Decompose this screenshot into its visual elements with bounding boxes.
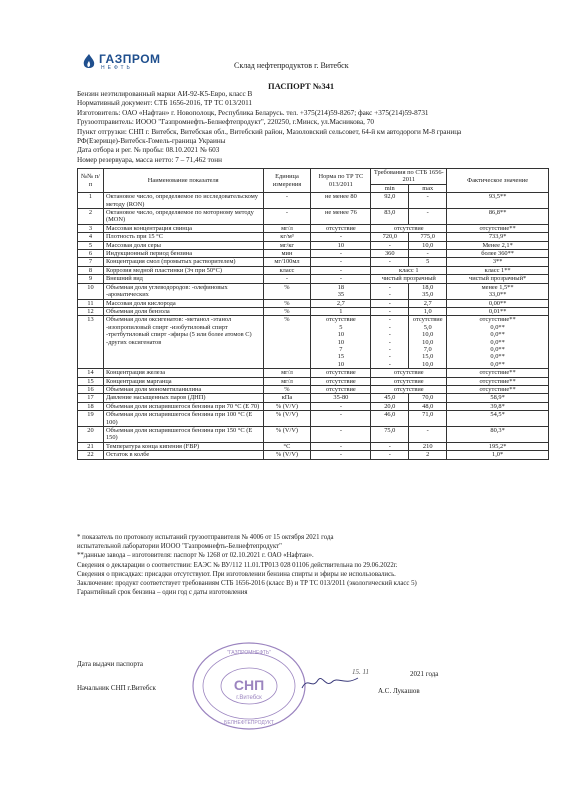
row-norm-cell: 1 (311, 307, 371, 315)
row-min-cell: 92,0 (371, 193, 409, 209)
row-num-cell: 1 (78, 193, 104, 209)
row-unit-cell: % (263, 307, 311, 315)
table-row (78, 275, 549, 283)
sample-date-line: Дата отбора и рег. № пробы: 08.10.2021 № 603 (77, 146, 220, 155)
row-name-cell: Массовая концентрация свинца (103, 224, 263, 232)
row-name-cell: Объемная доля углеводородов: -олефиновых -ароматических (103, 283, 263, 299)
row-actual-cell: 0,00** (447, 299, 549, 307)
row-actual-cell: 93,5** (447, 193, 549, 209)
col-num-header: №№ п/п (78, 169, 104, 193)
row-name-cell: Температура конца кипения (FBP) (103, 442, 263, 450)
row-min-cell: - (371, 299, 409, 307)
row-min-cell: - (371, 307, 409, 315)
row-min-cell: отсутствие (371, 369, 447, 377)
row-norm-cell: 10 (311, 241, 371, 249)
row-actual-cell: отсутствие** (447, 224, 549, 232)
row-max-cell: 48,0 (409, 402, 447, 410)
row-norm-cell: - (311, 402, 371, 410)
row-norm-cell: - (311, 250, 371, 258)
row-name-cell: Плотность при 15 °С (103, 233, 263, 241)
note-manufacturer: **данные завода – изготовителя: паспорт № 1268 от 02.10.2021 г. ОАО «Нафтан». (77, 552, 314, 560)
row-unit-cell: % (V/V) (263, 402, 311, 410)
row-norm-cell: - (311, 451, 371, 459)
row-name-cell: Объемная доля бензола (103, 307, 263, 315)
row-actual-cell: более 360** (447, 250, 549, 258)
table-row (78, 233, 549, 241)
row-max-cell: 775,0 (409, 233, 447, 241)
row-max-cell: 70,0 (409, 394, 447, 402)
row-min-cell: 360 (371, 250, 409, 258)
table-row (78, 427, 549, 443)
passport-title: ПАСПОРТ №341 (268, 81, 335, 91)
row-norm-cell: не менее 80 (311, 193, 371, 209)
row-unit-cell: мг/л (263, 224, 311, 232)
row-max-cell: 210 (409, 442, 447, 450)
table-row (78, 369, 549, 377)
row-norm-cell: - (311, 442, 371, 450)
col-actual-header: Фактическое значение (447, 169, 549, 193)
chief-label: Начальник СНП г.Витебск (77, 684, 156, 692)
table-row (78, 299, 549, 307)
row-unit-cell: мг/л (263, 369, 311, 377)
row-num-cell: 3 (78, 224, 104, 232)
row-max-cell: 71,0 (409, 411, 447, 427)
row-norm-cell: - (311, 258, 371, 266)
row-num-cell: 5 (78, 241, 104, 249)
row-min-cell: - (371, 258, 409, 266)
company-logo (79, 50, 219, 72)
flame-icon (79, 52, 99, 72)
row-norm-cell: 18 35 (311, 283, 371, 299)
row-norm-cell: не менее 76 (311, 209, 371, 225)
row-actual-cell: Менее 2,1* (447, 241, 549, 249)
row-num-cell: 8 (78, 266, 104, 274)
note-protocol: * показатель по протоколу испытаний грузоотправителя № 4006 от 15 октября 2021 года (77, 534, 334, 541)
row-min-cell: 83,0 (371, 209, 409, 225)
row-name-cell: Объемная доля испарившегося бензина при 70 °С (Е 70) (103, 402, 263, 410)
row-name-cell: Концентрация марганца (103, 377, 263, 385)
row-min-cell: чистый прозрачный (371, 275, 447, 283)
row-num-cell: 9 (78, 275, 104, 283)
logo-text: ГАЗПРОМ (99, 52, 161, 66)
row-name-cell: Объемная доля оксигенатов: -метанол -этанол -изопропиловый спирт -изобутиловый спирт -третбутиловый спирт -эфиры (5 или более атомов С) -других оксигенатов (103, 316, 263, 369)
row-num-cell: 19 (78, 411, 104, 427)
row-unit-cell: - (263, 193, 311, 209)
row-max-cell: 2,7 (409, 299, 447, 307)
row-unit-cell: - (263, 275, 311, 283)
row-min-cell: - (371, 241, 409, 249)
row-unit-cell: кПа (263, 394, 311, 402)
table-row (78, 266, 549, 274)
row-unit-cell: % (263, 283, 311, 299)
table-row (78, 316, 549, 369)
row-min-cell: 46,0 (371, 411, 409, 427)
table-row (78, 402, 549, 410)
warehouse-name: Склад нефтепродуктов г. Витебск (234, 61, 349, 70)
row-num-cell: 13 (78, 316, 104, 369)
manufacturer-line: Изготовитель: ОАО «Нафтан» г. Новополоцк, Республика Беларусь. тел. +375(214)59-8267; факс +375(214)59-8731 (77, 108, 429, 117)
table-row (78, 258, 549, 266)
row-num-cell: 10 (78, 283, 104, 299)
row-name-cell: Индукционный период бензина (103, 250, 263, 258)
col-name-header: Наименование показателя (103, 169, 263, 193)
table-row (78, 250, 549, 258)
product-line: Бензин неэтилированный марки АИ-92-К5-Евро, класс В (77, 90, 253, 98)
row-actual-cell: 0,01** (447, 307, 549, 315)
row-min-cell: 75,0 (371, 427, 409, 443)
table-row (78, 224, 549, 232)
row-unit-cell: % (V/V) (263, 451, 311, 459)
row-num-cell: 4 (78, 233, 104, 241)
col-stb-header: Требования по СТБ 1656-2011 (371, 169, 447, 185)
table-row (78, 377, 549, 385)
row-actual-cell: 86,8** (447, 209, 549, 225)
row-num-cell: 12 (78, 307, 104, 315)
note-protocol-lab: испытательной лаборатории ИООО "Газпромнефть-Белнефтепродукт" (77, 543, 282, 551)
row-norm-cell: отсутствие (311, 385, 371, 393)
row-min-cell: - - (371, 283, 409, 299)
row-name-cell: Объемная доля испарившегося бензина при 100 °С (Е 100) (103, 411, 263, 427)
row-unit-cell: % (V/V) (263, 411, 311, 427)
table-row (78, 385, 549, 393)
row-name-cell: Внешний вид (103, 275, 263, 283)
row-min-cell: класс 1 (371, 266, 447, 274)
signer-name: А.С. Лукашов (378, 687, 420, 695)
row-actual-cell: менее 1,5** 33,0** (447, 283, 549, 299)
row-num-cell: 17 (78, 394, 104, 402)
row-unit-cell: мг/100мл (263, 258, 311, 266)
row-max-cell: отсутствие 5,0 10,0 10,0 7,0 15,0 10,0 (409, 316, 447, 369)
logo-subtext: НЕФТЬ (101, 65, 133, 71)
row-norm-cell: отсутствие (311, 369, 371, 377)
row-unit-cell: % (263, 385, 311, 393)
table-row (78, 307, 549, 315)
table-row (78, 394, 549, 402)
row-max-cell: 1,0 (409, 307, 447, 315)
note-declaration: Сведения о декларации о соответствии: ЕАЭС № ВУ/112 11.01.ТР013 028 01106 действительна по 29.06.2022г. (77, 561, 398, 569)
row-name-cell: Коррозия медной пластинки (3ч при 50°С) (103, 266, 263, 274)
row-name-cell: Давление насыщенных паров (ДНП) (103, 394, 263, 402)
row-unit-cell: % (V/V) (263, 427, 311, 443)
row-norm-cell: отсутствие 5 10 10 7 15 10 (311, 316, 371, 369)
row-norm-cell: 2,7 (311, 299, 371, 307)
row-num-cell: 15 (78, 377, 104, 385)
row-unit-cell: кг/м³ (263, 233, 311, 241)
row-name-cell: Массовая доля серы (103, 241, 263, 249)
row-actual-cell: отсутствие** (447, 377, 549, 385)
row-norm-cell: - (311, 411, 371, 427)
row-num-cell: 7 (78, 258, 104, 266)
col-min-header: min (371, 184, 409, 192)
row-max-cell: - (409, 209, 447, 225)
row-actual-cell: отсутствие** (447, 369, 549, 377)
row-norm-cell: отсутствие (311, 224, 371, 232)
row-num-cell: 21 (78, 442, 104, 450)
table-row (78, 209, 549, 225)
row-name-cell: Октановое число, определяемое по исследовательскому методу (RON) (103, 193, 263, 209)
row-max-cell: 2 (409, 451, 447, 459)
row-name-cell: Массовая доля кислорода (103, 299, 263, 307)
tank-mass-line: Номер резервуара, масса нетто: 7 – 71,462 тонн (77, 155, 222, 164)
stamp-city-text: г.Витебск (236, 695, 262, 701)
row-actual-cell: 80,3* (447, 427, 549, 443)
row-min-cell: 20,0 (371, 402, 409, 410)
row-max-cell: 10,0 (409, 241, 447, 249)
stamp-top-text: "ГАЗПРОМНЕФТЬ" (227, 650, 271, 656)
row-min-cell: - - - - - - - (371, 316, 409, 369)
row-unit-cell: % (263, 316, 311, 369)
row-actual-cell: 195,2* (447, 442, 549, 450)
row-name-cell: Концентрация смол (промытых растворителем) (103, 258, 263, 266)
row-num-cell: 18 (78, 402, 104, 410)
note-additives: Сведения о присадках: присадки отсутствуют. При изготовлении бензина спирты и эфиры не использовались. (77, 570, 396, 578)
stamp-center-text: СНП (233, 677, 265, 693)
row-max-cell: 5 (409, 258, 447, 266)
row-actual-cell: 54,5* (447, 411, 549, 427)
row-max-cell: - (409, 250, 447, 258)
row-min-cell: отсутствие (371, 385, 447, 393)
row-num-cell: 20 (78, 427, 104, 443)
row-max-cell: - (409, 193, 447, 209)
shipping-point-line: Пункт отгрузки: СНП г. Витебск, Витебская обл., Витебский район, Мазоловский сельсовет, 64-й км автодороги М-8 граница (77, 127, 462, 136)
issue-year: 2021 года (410, 670, 439, 678)
stamp-bottom-text: БЕЛНЕФТЕПРОДУКТ (224, 720, 274, 726)
shipper-line: Грузоотправитель: ИООО "Газпромнефть-Белнефтепродукт", 220250, г.Минск, ул.Масникова, 70 (77, 118, 374, 127)
table-row (78, 193, 549, 209)
passport-header (77, 90, 547, 165)
row-name-cell: Октановое число, определяемое по моторному методу (MON) (103, 209, 263, 225)
row-num-cell: 6 (78, 250, 104, 258)
col-unit-header: Единица измерения (263, 169, 311, 193)
row-actual-cell: 733,9* (447, 233, 549, 241)
row-name-cell: Объемная доля испарившегося бензина при 150 °С (Е 150) (103, 427, 263, 443)
quality-table (77, 168, 549, 460)
row-actual-cell: класс 1** (447, 266, 549, 274)
row-unit-cell: % (263, 299, 311, 307)
row-name-cell: Остаток в колбе (103, 451, 263, 459)
row-num-cell: 11 (78, 299, 104, 307)
row-actual-cell: отсутствие** (447, 385, 549, 393)
issue-date-label: Дата выдачи паспорта (77, 660, 143, 668)
row-num-cell: 14 (78, 369, 104, 377)
row-norm-cell: - (311, 266, 371, 274)
handwritten-date: 15. 11 (352, 668, 369, 676)
notes-block (77, 533, 557, 597)
row-norm-cell: - (311, 427, 371, 443)
row-norm-cell: 35-80 (311, 394, 371, 402)
row-unit-cell: мг/кг (263, 241, 311, 249)
row-norm-cell: - (311, 275, 371, 283)
table-row (78, 411, 549, 427)
row-unit-cell: мг/л (263, 377, 311, 385)
note-conclusion: Заключение: продукт соответствует требованиям СТБ 1656-2016 (класс В) и ТР ТС 013/2011 (экологический класс 5) (77, 580, 417, 588)
table-row (78, 283, 549, 299)
row-num-cell: 22 (78, 451, 104, 459)
table-row (78, 241, 549, 249)
row-num-cell: 2 (78, 209, 104, 225)
row-min-cell: отсутствие (371, 224, 447, 232)
row-min-cell: - (371, 451, 409, 459)
shipping-point-line-2: РФ(Езерище)-Витебск-Гомель-граница Украины (77, 137, 226, 146)
row-min-cell: - (371, 442, 409, 450)
normative-doc-line: Нормативный документ: СТБ 1656-2016, ТР ТС 013/2011 (77, 99, 253, 108)
row-unit-cell: класс (263, 266, 311, 274)
row-actual-cell: 1,0* (447, 451, 549, 459)
row-min-cell: отсутствие (371, 377, 447, 385)
note-warranty: Гарантийный срок бензина – один год с даты изготовления (77, 589, 248, 597)
row-unit-cell: - (263, 209, 311, 225)
row-unit-cell: °С (263, 442, 311, 450)
row-norm-cell: - (311, 233, 371, 241)
row-actual-cell: 39,8* (447, 402, 549, 410)
company-stamp (190, 640, 308, 732)
row-actual-cell: 58,9* (447, 394, 549, 402)
row-unit-cell: мин (263, 250, 311, 258)
row-actual-cell: чистый прозрачный* (447, 275, 549, 283)
table-row (78, 442, 549, 450)
row-name-cell: Объемная доля монометиланилина (103, 385, 263, 393)
row-norm-cell: отсутствие (311, 377, 371, 385)
col-norm-header: Норма по ТР ТС 013/2011 (311, 169, 371, 193)
row-min-cell: 720,0 (371, 233, 409, 241)
table-row (78, 451, 549, 459)
row-name-cell: Концентрация железа (103, 369, 263, 377)
row-actual-cell: 3** (447, 258, 549, 266)
row-num-cell: 16 (78, 385, 104, 393)
col-max-header: max (409, 184, 447, 192)
row-max-cell: 18,0 35,0 (409, 283, 447, 299)
signature (300, 672, 360, 694)
row-max-cell: - (409, 427, 447, 443)
row-min-cell: 45,0 (371, 394, 409, 402)
row-actual-cell: отсутствие** 0,0** 0,0** 0,0** 0,0** 0,0** 0,0** (447, 316, 549, 369)
